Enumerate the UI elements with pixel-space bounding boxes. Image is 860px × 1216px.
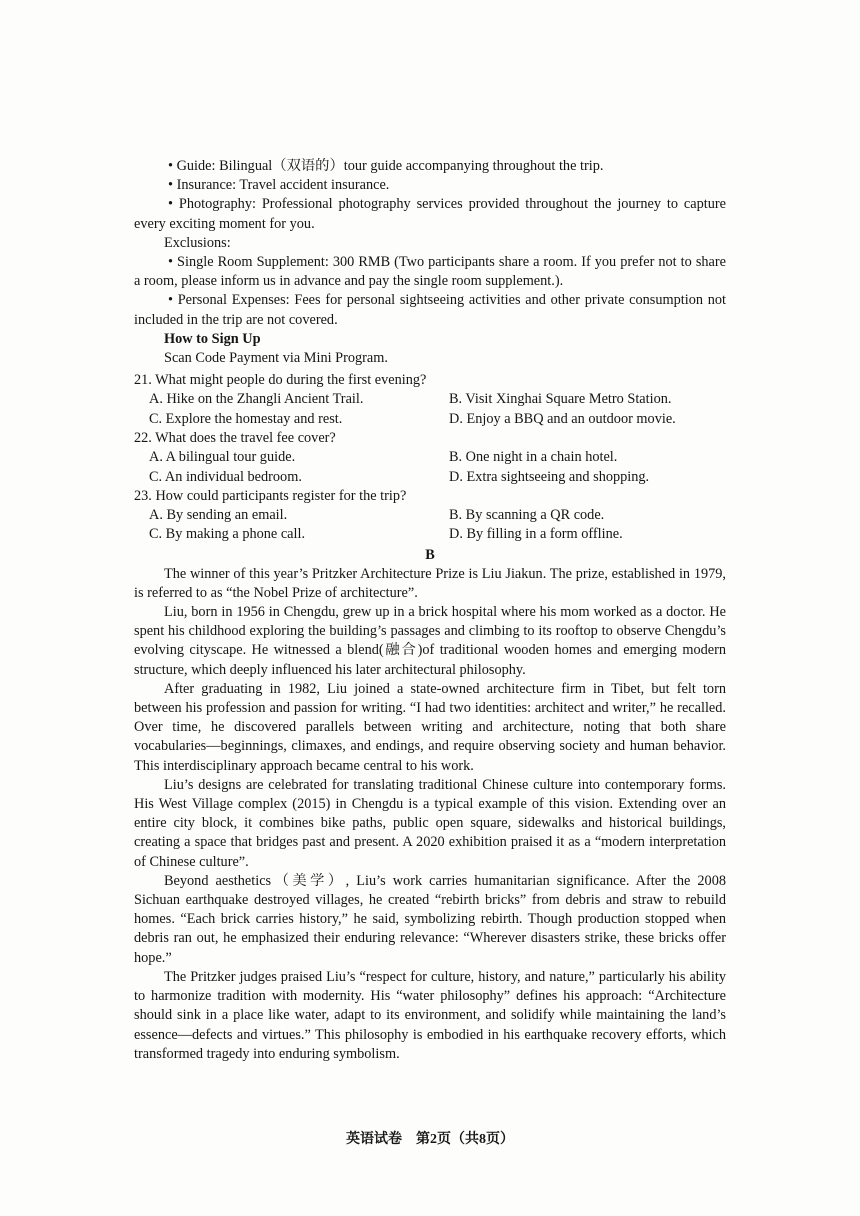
question-23	[134, 487, 726, 545]
paragraph: Beyond aesthetics（美学）, Liu’s work carries humanitarian significance. After the 2008 Sichuan earthquake destroyed villages, he created “rebirth bricks” from debris and straw to rebuild homes. “Each brick carries history,” he said, symbolizing rebirth. Though production stopped when debris ran out, he emphasized their enduring relevance: “Wherever disasters strike, these bricks offer hope.”	[134, 872, 726, 966]
question-21	[134, 371, 726, 429]
paragraph: Liu’s designs are celebrated for translating traditional Chinese culture into contemporary forms. His West Village complex (2015) in Chengdu is a typical example of this vision. Extending over an entire city block, it combines bike paths, public open square, sidewalks and historical buildings, creating a space that bridges past and present. A 2020 exhibition praised it as a “modern interpretation of Chinese culture”.	[134, 776, 726, 870]
inclusions-list	[134, 157, 726, 234]
option-a: A. A bilingual tour guide.	[149, 449, 296, 466]
paragraph: The Pritzker judges praised Liu’s “respect for culture, history, and nature,” particularly his ability to harmonize tradition with modernity. His “water philosophy” defines his approach: “Architecture should sink in a place like water, adapt to its environment, and solidify while maintaining the land’s essence—defects and virtues.” This philosophy is embodied in his earthquake recovery efforts, which transformed tragedy into enduring symbolism.	[134, 968, 726, 1062]
signup-text: Scan Code Payment via Mini Program.	[164, 350, 388, 367]
question-stem: 21. What might people do during the first evening?	[134, 372, 427, 389]
option-b: B. By scanning a QR code.	[449, 507, 605, 524]
option-a: A. Hike on the Zhangli Ancient Trail.	[149, 391, 364, 408]
question-stem: 22. What does the travel fee cover?	[134, 430, 336, 447]
exam-page	[134, 157, 726, 1064]
exclusions-list	[134, 253, 726, 330]
signup-heading: How to Sign Up	[164, 330, 261, 347]
exclusion-single-room: • Single Room Supplement: 300 RMB (Two participants share a room. If you prefer not to share a room, please inform us in advance and pay the single room supplement.).	[134, 254, 726, 290]
option-b: B. One night in a chain hotel.	[449, 449, 618, 466]
inclusion-insurance: • Insurance: Travel accident insurance.	[168, 177, 390, 194]
section-b-passage	[134, 565, 726, 1064]
section-b-heading: B	[425, 546, 435, 563]
inclusion-photography: • Photography: Professional photography services provided throughout the journey to capture every exciting moment for you.	[134, 196, 726, 232]
paragraph: The winner of this year’s Pritzker Architecture Prize is Liu Jiakun. The prize, established in 1979, is referred to as “the Nobel Prize of architecture”.	[134, 565, 726, 601]
question-stem: 23. How could participants register for the trip?	[134, 487, 407, 504]
exclusion-personal-expenses: • Personal Expenses: Fees for personal sightseeing activities and other private consumption not included in the trip are not covered.	[134, 292, 726, 328]
option-c: C. By making a phone call.	[149, 526, 306, 543]
exclusions-label: Exclusions:	[164, 234, 231, 251]
option-b: B. Visit Xinghai Square Metro Station.	[449, 391, 672, 408]
option-d: D. Enjoy a BBQ and an outdoor movie.	[449, 410, 676, 427]
option-d: D. Extra sightseeing and shopping.	[449, 468, 650, 485]
paragraph: After graduating in 1982, Liu joined a state-owned architecture firm in Tibet, but felt torn between his profession and passion for writing. “I had two identities: architect and writer,” he recalled. Over time, he discovered parallels between writing and architecture, noting that both share vocabularies—beginnings, climaxes, and endings, and require observing society and human behavior. This interdisciplinary approach became central to his work.	[134, 680, 726, 774]
question-22	[134, 429, 726, 487]
option-d: D. By filling in a form offline.	[449, 526, 623, 543]
inclusion-guide: • Guide: Bilingual（双语的）tour guide accompanying throughout the trip.	[168, 158, 604, 174]
option-c: C. Explore the homestay and rest.	[149, 410, 343, 427]
page-footer: 英语试卷 第2页（共8页）	[346, 1132, 514, 1147]
option-a: A. By sending an email.	[149, 507, 288, 524]
option-c: C. An individual bedroom.	[149, 468, 302, 485]
paragraph: Liu, born in 1956 in Chengdu, grew up in a brick hospital where his mom worked as a doctor. He spent his childhood exploring the building’s passages and climbing to its rooftop to observe Chengdu’s evolving cityscape. He witnessed a blend(融合)of traditional wooden homes and emerging modern structure, which deeply influenced his later architectural philosophy.	[134, 604, 726, 678]
